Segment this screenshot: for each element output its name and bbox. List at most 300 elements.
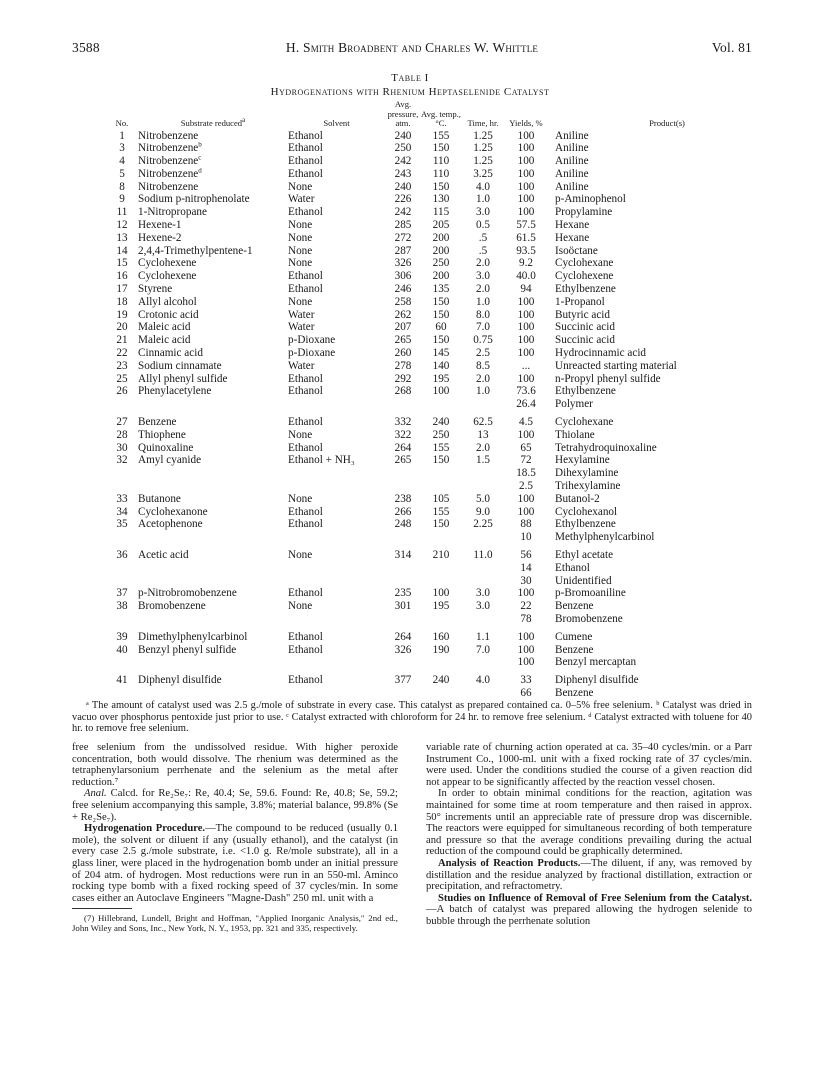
- paragraph-analysis: [72, 788, 398, 823]
- header-pressure: Avg. pressure, atm.: [387, 99, 419, 128]
- cell-no: [106, 398, 138, 411]
- cell-solvent: None: [288, 257, 313, 270]
- table-row: [106, 531, 779, 544]
- cell-time: 0.5: [476, 219, 490, 232]
- cell-product: Cyclohexane: [555, 416, 614, 429]
- cell-time: 1.1: [476, 630, 490, 643]
- cell-solvent: Ethanol: [288, 206, 323, 219]
- cell-substrate: [138, 687, 288, 700]
- cell-no: [106, 687, 138, 700]
- table-row: [106, 506, 779, 519]
- cell-substrate: [138, 480, 288, 493]
- cell-substrate: Butanone: [138, 492, 181, 505]
- cell-pressure: 207: [394, 321, 412, 334]
- cell-temp: 150: [432, 295, 450, 308]
- header-temp: Avg. temp., °C.: [421, 108, 461, 128]
- cell-yield: 78: [520, 612, 532, 625]
- cell-time: 3.0: [476, 206, 490, 219]
- cell-yield: 56: [520, 549, 532, 561]
- table-row: [106, 347, 779, 360]
- cell-solvent: None: [288, 244, 313, 257]
- cell-yield: 40.0: [516, 270, 536, 283]
- table-row: [106, 181, 779, 194]
- cell-substrate: Hexene-2: [138, 231, 182, 244]
- cell-time: 11.0: [473, 549, 493, 561]
- cell-substrate: Phenylacetylene: [138, 385, 212, 398]
- cell-yield: 4.5: [519, 416, 533, 429]
- cell-pressure: 265: [394, 454, 412, 467]
- cell-solvent: Water: [288, 308, 315, 321]
- cell-pressure: 326: [394, 257, 412, 270]
- table-row: [106, 283, 779, 296]
- table-row: [106, 626, 779, 644]
- cell-time: 1.25: [473, 142, 493, 155]
- table-row: [106, 155, 779, 168]
- cell-time: 0.75: [473, 334, 493, 347]
- cell-temp: 240: [432, 674, 450, 687]
- cell-no: 32: [116, 454, 128, 467]
- cell-no: 26: [116, 385, 128, 398]
- cell-time: 4.0: [476, 674, 490, 687]
- cell-time: 1.0: [476, 295, 490, 308]
- cell-pressure: 268: [394, 385, 412, 398]
- cell-temp: [421, 398, 461, 411]
- table-row: [106, 296, 779, 309]
- cell-time: 8.5: [476, 359, 490, 372]
- cell-solvent: [288, 531, 385, 544]
- cell-temp: 200: [432, 270, 450, 283]
- cell-yield: 30: [520, 574, 532, 587]
- cell-yield: 100: [517, 308, 535, 321]
- table-row: [106, 429, 779, 442]
- cell-substrate: Nitrobenzene: [138, 180, 199, 193]
- cell-substrate: [138, 613, 288, 626]
- cell-solvent: None: [288, 428, 313, 441]
- table-row: [106, 518, 779, 531]
- cell-pressure: 226: [394, 193, 412, 206]
- cell-no: 14: [116, 244, 128, 257]
- cell-no: [106, 467, 138, 480]
- cell-pressure: 377: [394, 674, 412, 687]
- cell-no: 38: [116, 600, 128, 613]
- cell-solvent: Ethanol: [288, 270, 323, 283]
- cell-yield: 100: [517, 180, 535, 193]
- cell-substrate: [138, 398, 288, 411]
- cell-substrate: Maleic acid: [138, 321, 191, 334]
- cell-yield: 10: [520, 531, 532, 544]
- hydrogenation-heading: Hydrogenation Procedure.: [84, 823, 206, 835]
- cell-substrate: [138, 656, 288, 669]
- cell-no: 37: [116, 587, 128, 600]
- paragraph-studies: [426, 893, 752, 928]
- cell-substrate: [138, 467, 288, 480]
- cell-temp: 210: [432, 549, 450, 561]
- cell-solvent: p-Dioxane: [288, 334, 336, 347]
- cell-yield: 66: [520, 686, 532, 699]
- cell-product: p-Bromoaniline: [555, 587, 626, 600]
- cell-time: [461, 398, 505, 411]
- cell-solvent: [288, 656, 385, 669]
- cell-no: 9: [119, 193, 125, 206]
- cell-pressure: 265: [394, 334, 412, 347]
- cell-solvent: None: [288, 231, 313, 244]
- cell-substrate: Dimethylphenylcarbinol: [138, 630, 248, 643]
- cell-time: 9.0: [476, 505, 490, 518]
- cell-pressure: 240: [394, 180, 412, 193]
- table-header: [106, 100, 779, 130]
- cell-no: 19: [116, 308, 128, 321]
- cell-pressure: 322: [394, 428, 412, 441]
- left-column: [72, 742, 398, 933]
- cell-product: Benzene: [555, 643, 594, 656]
- header-substrate: Substrate reduced$^a$: [180, 116, 246, 128]
- cell-solvent: Ethanol: [288, 441, 323, 454]
- cell-no: 22: [116, 347, 128, 360]
- cell-time: [461, 613, 505, 626]
- cell-yield: 100: [517, 295, 535, 308]
- cell-pressure: 278: [394, 359, 412, 372]
- cell-substrate: Styrene: [138, 283, 173, 296]
- cell-solvent: Ethanol: [288, 155, 323, 168]
- cell-no: 11: [116, 206, 128, 219]
- cell-time: 3.0: [476, 587, 490, 600]
- cell-no: 5: [119, 167, 125, 180]
- cell-solvent: Ethanol: [288, 142, 323, 155]
- cell-time: 13: [477, 428, 489, 441]
- cell-product: Thiolane: [555, 428, 595, 441]
- cell-product: Hexane: [555, 231, 590, 244]
- cell-temp: [421, 687, 461, 700]
- cell-substrate: Hexene-1: [138, 219, 182, 232]
- cell-no: 13: [116, 231, 128, 244]
- analysis-heading: Analysis of Reaction Products.: [438, 857, 581, 869]
- cell-solvent: None: [288, 600, 313, 613]
- cell-no: 23: [116, 359, 128, 372]
- cell-yield: 100: [517, 129, 535, 142]
- cell-product: Ethyl acetate: [555, 549, 614, 561]
- cell-time: [461, 562, 505, 575]
- table-row: [106, 613, 779, 626]
- cell-temp: 140: [432, 359, 450, 372]
- cell-no: 3: [119, 142, 125, 155]
- table-row: [106, 130, 779, 143]
- paragraph-hydrogenation: [72, 823, 398, 904]
- cell-time: 8.0: [476, 308, 490, 321]
- cell-no: [106, 531, 138, 544]
- table-row: [106, 257, 779, 270]
- cell-yield: 100: [517, 505, 535, 518]
- cell-yield: 72: [520, 454, 532, 467]
- cell-product: Ethylbenzene: [555, 518, 616, 531]
- studies-heading: Studies on Influence of Removal of Free Selenium from the Catalyst.: [438, 892, 752, 904]
- table-row: [106, 411, 779, 429]
- studies-text: —A batch of catalyst was prepared allowing the hydrogen selenide to bubble through the perrhenate solution: [426, 904, 752, 927]
- cell-pressure: 266: [394, 505, 412, 518]
- table-row: [106, 644, 779, 657]
- cell-product: Polymer: [555, 398, 593, 411]
- cell-yield: 100: [517, 643, 535, 656]
- cell-substrate: Quinoxaline: [138, 441, 194, 454]
- cell-product: Aniline: [555, 167, 589, 180]
- cell-product: Tetrahydroquinoxaline: [555, 441, 657, 454]
- cell-temp: 130: [432, 193, 450, 206]
- cell-product: Hexane: [555, 219, 590, 232]
- cell-no: [106, 562, 138, 575]
- cell-time: 2.0: [476, 283, 490, 296]
- cell-temp: 100: [432, 587, 450, 600]
- cell-solvent: None: [288, 295, 313, 308]
- cell-solvent: None: [288, 549, 313, 561]
- table-row: [106, 575, 779, 588]
- cell-pressure: 238: [394, 492, 412, 505]
- cell-product: Benzyl mercaptan: [555, 656, 637, 669]
- cell-yield: 100: [517, 155, 535, 168]
- cell-substrate: Cyclohexene: [138, 270, 197, 283]
- table-row: [106, 442, 779, 455]
- cell-product: Propylamine: [555, 206, 613, 219]
- cell-yield: 100: [517, 347, 535, 360]
- cell-product: Succinic acid: [555, 334, 615, 347]
- cell-yield: 2.5: [519, 480, 533, 493]
- reference-block: [72, 913, 398, 933]
- cell-substrate: Nitrobenzene$^c$: [138, 155, 202, 168]
- cell-pressure: 287: [394, 244, 412, 257]
- cell-solvent: Ethanol: [288, 643, 323, 656]
- cell-no: 36: [116, 549, 128, 561]
- cell-temp: [421, 562, 461, 575]
- cell-substrate: Crotonic acid: [138, 308, 199, 321]
- cell-time: 2.0: [476, 372, 490, 385]
- cell-product: Hydrocinnamic acid: [555, 347, 647, 360]
- cell-yield: ...: [521, 359, 531, 372]
- cell-no: 27: [116, 416, 128, 429]
- cell-yield: 100: [517, 372, 535, 385]
- cell-product: n-Propyl phenyl sulfide: [555, 372, 661, 385]
- cell-substrate: Acetic acid: [138, 549, 189, 561]
- cell-pressure: 306: [394, 270, 412, 283]
- cell-time: 3.25: [473, 167, 493, 180]
- cell-temp: 190: [432, 643, 450, 656]
- cell-no: 40: [116, 643, 128, 656]
- cell-yield: 33: [520, 674, 532, 687]
- right-column: [426, 742, 752, 928]
- cell-yield: 100: [517, 334, 535, 347]
- cell-temp: [421, 480, 461, 493]
- cell-solvent: Ethanol: [288, 283, 323, 296]
- cell-no: 30: [116, 441, 128, 454]
- cell-yield: 22: [520, 600, 532, 613]
- table-row: [106, 587, 779, 600]
- anal-text: Calcd. for Re₂Se₇: Re, 40.4; Se, 59.6. Found: Re, 40.8; Se, 59.2; free selenium accompanying this sample, 3.8%; material balance, 99.8% (Se + Re₂Se₇).: [72, 788, 398, 823]
- table-row: [106, 669, 779, 687]
- cell-temp: 205: [432, 219, 450, 232]
- cell-product: Cyclohexanol: [555, 505, 618, 518]
- cell-temp: 110: [432, 155, 450, 168]
- table-row: [106, 219, 779, 232]
- cell-no: 39: [116, 630, 128, 643]
- cell-no: 12: [116, 219, 128, 232]
- table-caption: Hydrogenations with Rhenium Heptaselenide Catalyst: [270, 86, 550, 98]
- cell-no: 35: [116, 518, 128, 531]
- cell-no: 1: [119, 129, 125, 142]
- cell-solvent: Ethanol: [288, 416, 323, 429]
- cell-time: 2.25: [473, 518, 493, 531]
- cell-no: 4: [119, 155, 125, 168]
- cell-solvent: Ethanol: [288, 385, 323, 398]
- header-solvent: Solvent: [323, 118, 350, 128]
- cell-yield: 100: [517, 206, 535, 219]
- cell-product: Hexylamine: [555, 454, 610, 467]
- cell-solvent: [288, 575, 385, 588]
- table-row: [106, 687, 779, 700]
- table-row: [106, 467, 779, 480]
- cell-time: [461, 531, 505, 544]
- cell-yield: 73.6: [516, 385, 536, 398]
- cell-product: Diphenyl disulfide: [555, 674, 639, 687]
- cell-yield: 100: [517, 193, 535, 206]
- table-row: [106, 245, 779, 258]
- table-row: [106, 232, 779, 245]
- cell-yield: 14: [520, 561, 532, 574]
- cell-time: 2.5: [476, 347, 490, 360]
- cell-temp: 200: [432, 244, 450, 257]
- data-table: [106, 100, 779, 700]
- cell-pressure: 285: [394, 219, 412, 232]
- cell-solvent: [288, 562, 385, 575]
- cell-pressure: 260: [394, 347, 412, 360]
- cell-time: 3.0: [476, 600, 490, 613]
- paragraph: In order to obtain minimal conditions for the reaction, agitation was maintained for some time at room temperature and then raised in approx. 50° increments until an appreciable rate of pressure drop was discernible. The reactors were equipped for simultaneous recording of both temperature and pressure so that the average conditions prevailing during the actual reduction of the compound could be graphically determined.: [426, 788, 752, 858]
- table-row: [106, 309, 779, 322]
- cell-product: Cumene: [555, 630, 593, 643]
- cell-no: 33: [116, 492, 128, 505]
- cell-pressure: 326: [394, 643, 412, 656]
- cell-temp: 110: [432, 167, 450, 180]
- cell-yield: 65: [520, 441, 532, 454]
- cell-substrate: Allyl alcohol: [138, 295, 197, 308]
- cell-solvent: Ethanol: [288, 129, 323, 142]
- cell-substrate: Benzyl phenyl sulfide: [138, 643, 237, 656]
- cell-temp: 100: [432, 385, 450, 398]
- cell-product: Cyclohexene: [555, 270, 614, 283]
- cell-time: [461, 656, 505, 669]
- cell-no: 28: [116, 428, 128, 441]
- table-row: [106, 193, 779, 206]
- running-head-authors: H. Smith Broadbent and Charles W. Whittle: [285, 40, 539, 55]
- cell-pressure: 235: [394, 587, 412, 600]
- cell-pressure: 292: [394, 372, 412, 385]
- cell-substrate: p-Nitrobromobenzene: [138, 587, 237, 600]
- cell-temp: 150: [432, 454, 450, 467]
- cell-yield: 93.5: [516, 244, 536, 257]
- cell-product: Ethanol: [555, 561, 590, 574]
- cell-substrate: Maleic acid: [138, 334, 191, 347]
- cell-substrate: Nitrobenzene$^b$: [138, 142, 202, 155]
- cell-temp: 195: [432, 372, 450, 385]
- cell-substrate: Bromobenzene: [138, 600, 206, 613]
- cell-substrate: [138, 562, 288, 575]
- cell-temp: 145: [432, 347, 450, 360]
- table-row: [106, 360, 779, 373]
- cell-substrate: Cyclohexene: [138, 257, 197, 270]
- cell-time: 1.0: [476, 193, 490, 206]
- cell-time: 7.0: [476, 643, 490, 656]
- cell-pressure: 264: [394, 441, 412, 454]
- analysis-text: —The diluent, if any, was removed by distillation and the residue analyzed by fractional distillation, extraction or precipitation, and refractometry.: [426, 857, 752, 893]
- volume-label: Vol. 81: [711, 40, 752, 55]
- cell-yield: 100: [517, 492, 535, 505]
- hydrogenation-text: —The compound to be reduced (usually 0.1 mole), the solvent or diluent if any (usually ethanol), and the catalyst (in every case 2.5 g./mole substrate, i.e. <1.0 g. Re/mole substrate), all in a glass liner, were placed in the hydrogenation bomb under an initial pressure of 204 atm. of hydrogen. Most reductions were run in an 550-ml. Aminco rocking type bomb with a fixed rocking speed of 37 cycles/min. In some cases either an Autoclave Engineers "Magne-Dash" 250 ml. unit with a: [72, 823, 398, 904]
- cell-substrate: Amyl cyanide: [138, 454, 202, 467]
- footnote-rule: [72, 908, 132, 909]
- cell-solvent: [288, 480, 385, 493]
- anal-label: Anal.: [84, 788, 107, 800]
- paragraph-analysis-products: [426, 858, 752, 893]
- cell-yield: 61.5: [516, 231, 536, 244]
- cell-product: 1-Propanol: [555, 295, 605, 308]
- cell-pressure: [385, 531, 421, 544]
- cell-temp: [421, 575, 461, 588]
- cell-solvent: [288, 398, 385, 411]
- cell-product: Succinic acid: [555, 321, 615, 334]
- cell-no: 41: [116, 674, 128, 687]
- cell-yield: 57.5: [516, 219, 536, 232]
- cell-solvent: None: [288, 180, 313, 193]
- cell-yield: 100: [517, 167, 535, 180]
- cell-time: [461, 480, 505, 493]
- table-footnotes: [72, 700, 752, 735]
- table-row: [106, 373, 779, 386]
- cell-product: Trihexylamine: [555, 480, 621, 493]
- table-row: [106, 562, 779, 575]
- cell-pressure: 242: [394, 206, 412, 219]
- cell-solvent: Ethanol: [288, 505, 323, 518]
- cell-solvent: None: [288, 492, 313, 505]
- cell-solvent: Water: [288, 321, 315, 334]
- cell-substrate: Thiophene: [138, 428, 186, 441]
- cell-yield: 100: [517, 656, 535, 669]
- table-row: [106, 454, 779, 467]
- cell-solvent: [288, 687, 385, 700]
- cell-temp: 150: [432, 334, 450, 347]
- cell-product: Cyclohexane: [555, 257, 614, 270]
- header-yields: Yields, %: [509, 118, 543, 128]
- cell-no: [106, 656, 138, 669]
- cell-substrate: Cyclohexanone: [138, 505, 208, 518]
- cell-yield: 26.4: [516, 398, 536, 411]
- running-head: [72, 40, 752, 60]
- cell-solvent: Ethanol: [288, 587, 323, 600]
- cell-no: [106, 613, 138, 626]
- cell-pressure: 301: [394, 600, 412, 613]
- cell-pressure: [385, 687, 421, 700]
- header-products: Product(s): [649, 118, 685, 128]
- cell-pressure: 243: [394, 167, 412, 180]
- cell-temp: [421, 656, 461, 669]
- cell-yield: 100: [517, 321, 535, 334]
- cell-temp: 60: [435, 321, 447, 334]
- header-time: Time, hr.: [467, 118, 499, 128]
- cell-substrate: Acetophenone: [138, 518, 203, 531]
- table-row: [106, 656, 779, 669]
- cell-substrate: [138, 531, 288, 544]
- cell-temp: 250: [432, 428, 450, 441]
- cell-temp: [421, 531, 461, 544]
- cell-product: Aniline: [555, 142, 589, 155]
- cell-no: 21: [116, 334, 128, 347]
- cell-product: Aniline: [555, 155, 589, 168]
- table-row: [106, 544, 779, 562]
